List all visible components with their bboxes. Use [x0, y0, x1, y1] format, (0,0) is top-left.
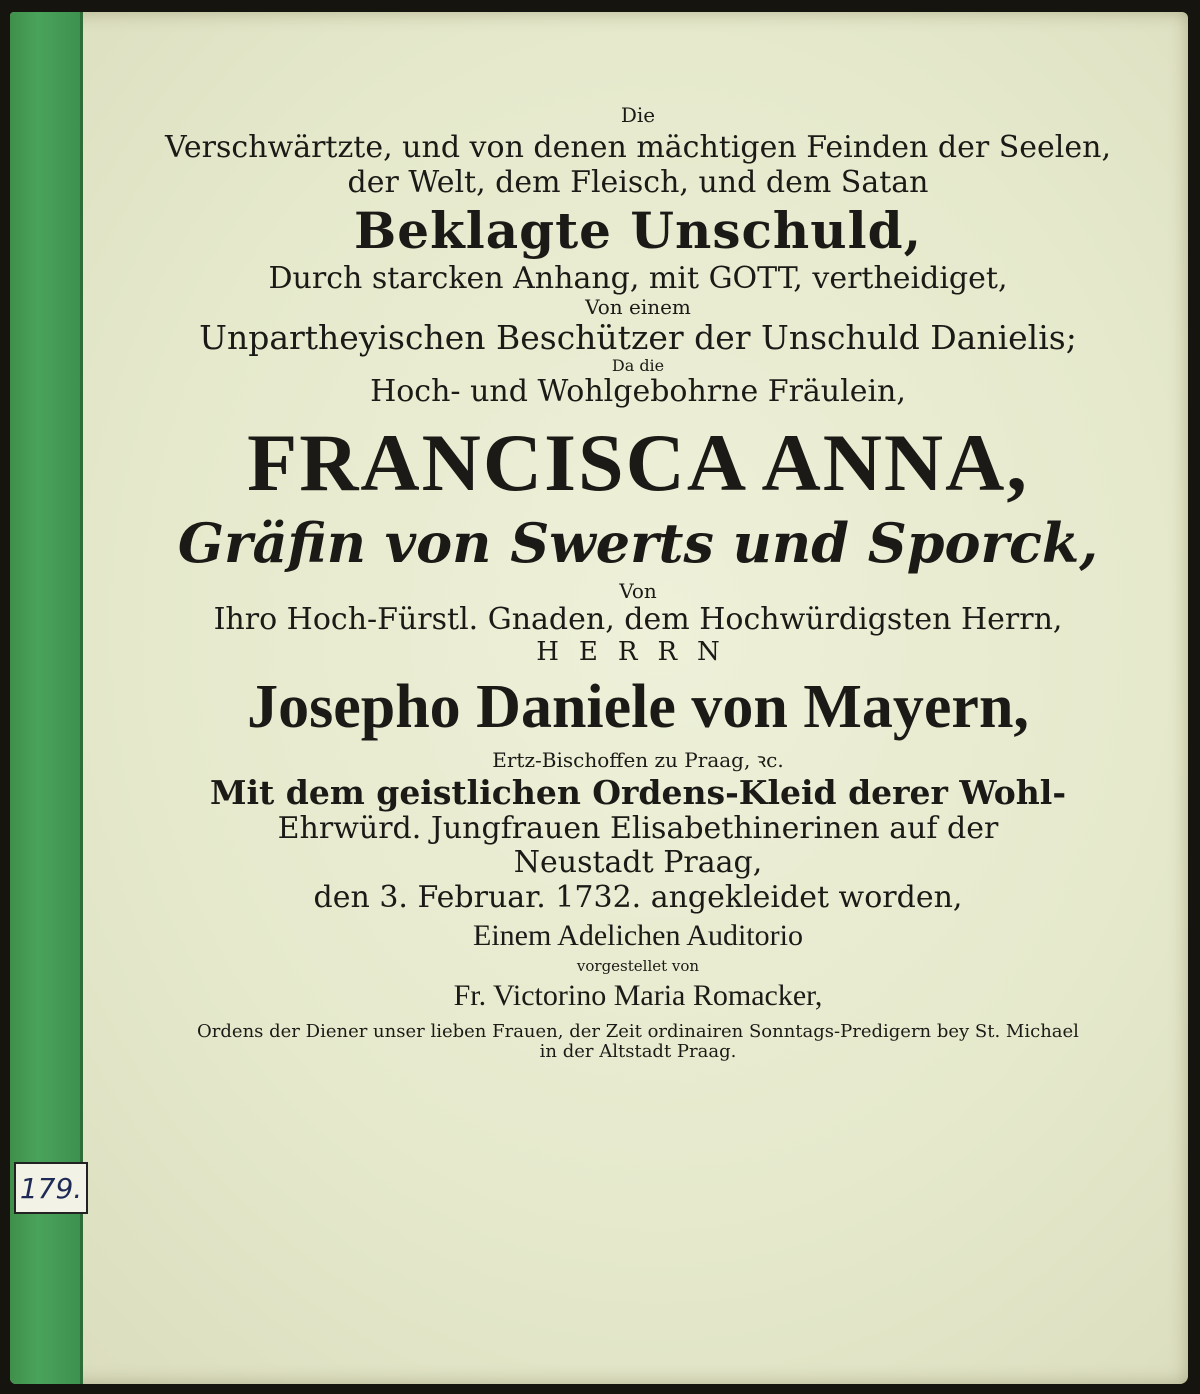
title-line-13: Ihro Hoch-Fürstl. Gnaden, dem Hochwürdigsten Herrn, — [213, 602, 1063, 638]
title-line-3: der Welt, dem Fleisch, und dem Satan — [347, 164, 929, 200]
title-line-12: Von — [619, 579, 657, 604]
title-line-20: den 3. Februar. 1732. angekleidet worden, — [313, 879, 963, 915]
title-line-24: Ordens der Diener unser lieben Frauen, der Zeit ordinairen Sonntags-Predigern bey St. Michael — [197, 1020, 1079, 1042]
title-line-7: Unpartheyischen Beschützer der Unschuld Danielis; — [199, 318, 1077, 357]
title-page-text — [88, 104, 1188, 1063]
title-line-8: Da die — [611, 355, 665, 375]
title-line-4: Beklagte Unschuld, — [354, 201, 922, 260]
title-line-1: Die — [620, 103, 656, 127]
title-line-11: Gräfin von Swerts und Sporck, — [177, 511, 1099, 576]
title-line-18: Ehrwürd. Jungfrauen Elisabethinerinen auf der — [277, 810, 999, 846]
title-line-2: Verschwärtzte, und von denen mächtigen Feinden der Seelen, — [165, 130, 1111, 165]
title-line-19: Neustadt Praag, — [513, 845, 763, 881]
title-line-14: HERRN — [536, 636, 740, 667]
title-line-5: Durch starcken Anhang, mit GOTT, vertheidiget, — [268, 260, 1008, 296]
title-line-25: in der Altstadt Praag. — [539, 1041, 737, 1063]
title-line-16: Ertz-Bischoffen zu Praag, ꝛc. — [492, 747, 784, 772]
title-line-21: Einem Adelichen Auditorio — [473, 919, 803, 953]
shelf-number-label: 179. — [14, 1162, 88, 1214]
title-line-22: vorgestellet von — [576, 956, 700, 975]
title-line-23: Fr. Victorino Maria Romacker, — [453, 979, 823, 1013]
title-line-6: Von einem — [585, 295, 691, 319]
title-line-9: Hoch- und Wohlgebohrne Fräulein, — [370, 374, 906, 410]
title-line-10-name: FRANCISCA ANNA, — [247, 416, 1029, 508]
title-line-17: Mit dem geistlichen Ordens-Kleid derer Wohl- — [209, 772, 1067, 812]
title-line-15: Josepho Daniele von Mayern, — [247, 672, 1029, 741]
